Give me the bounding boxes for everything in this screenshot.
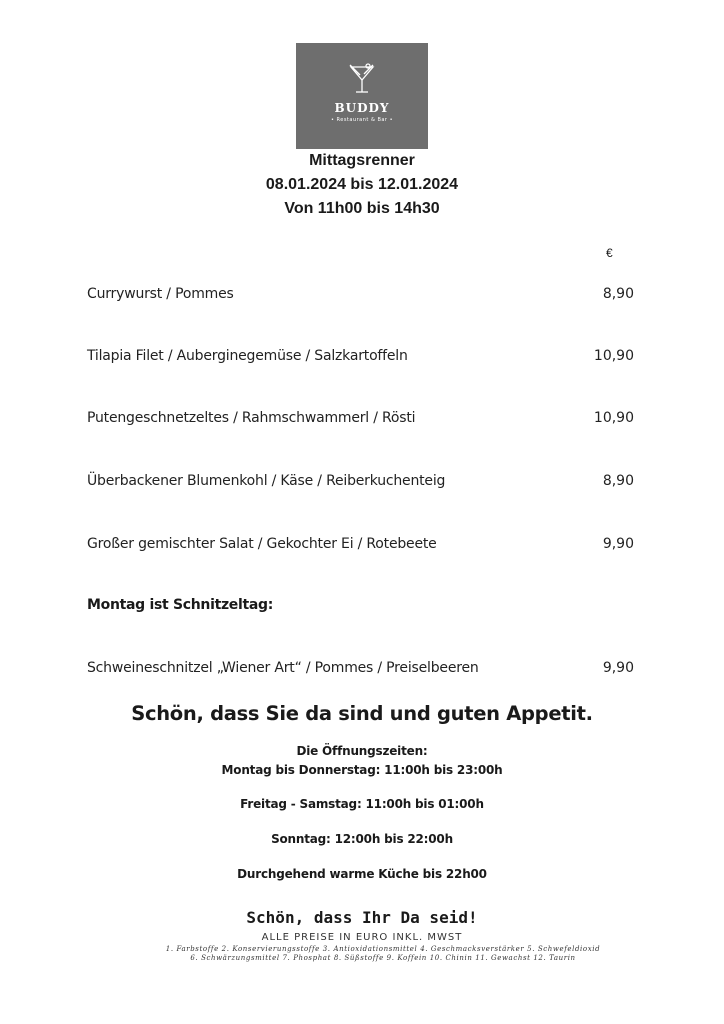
additives-line: 6. Schwärzungsmittel 7. Phosphat 8. Süßstoffe 9. Koffein 10. Chinin 11. Gewachst 12. Taurin (190, 954, 576, 962)
menu-item-name: Currywurst / Pommes (87, 286, 234, 302)
time-range: Von 11h00 bis 14h30 (284, 200, 440, 217)
menu-item-name: Putengeschnetzeltes / Rahmschwammerl / Rösti (87, 410, 416, 426)
menu-item-price: 10,90 (593, 348, 634, 364)
restaurant-logo (296, 43, 428, 149)
hours-mon-thu: Montag bis Donnerstag: 11:00h bis 23:00h (221, 763, 503, 777)
tagline: Schön, dass Sie da sind und guten Appetit. (131, 702, 593, 725)
additives-list (160, 945, 606, 963)
date-range: 08.01.2024 bis 12.01.2024 (265, 176, 459, 193)
schnitzel-item-name: Schweineschnitzel „Wiener Art“ / Pommes / Preiselbeeren (87, 660, 479, 676)
closing-message: Schön, dass Ihr Da seid! (246, 908, 478, 927)
menu-item-price: 9,90 (602, 536, 634, 552)
menu-item-price: 8,90 (602, 286, 634, 302)
logo-subtitle: • Restaurant & Bar • (330, 117, 394, 123)
hours-sun: Sonntag: 12:00h bis 22:00h (271, 832, 453, 846)
cocktail-glass-cutlery-icon (346, 63, 378, 97)
menu-item-price: 8,90 (602, 473, 634, 489)
opening-hours-title: Die Öffnungszeiten: (296, 744, 428, 758)
schnitzel-day-heading: Montag ist Schnitzeltag: (87, 597, 274, 613)
menu-item-name: Tilapia Filet / Auberginegemüse / Salzkartoffeln (87, 348, 408, 364)
kitchen-hours: Durchgehend warme Küche bis 22h00 (237, 867, 487, 881)
menu-item-price: 10,90 (593, 410, 634, 426)
menu-item-name: Großer gemischter Salat / Gekochter Ei / Rotebeete (87, 536, 437, 552)
currency-label: € (606, 246, 613, 260)
hours-fri-sat: Freitag - Samstag: 11:00h bis 01:00h (240, 797, 484, 811)
menu-title: Mittagsrenner (309, 152, 415, 169)
menu-item-name: Überbackener Blumenkohl / Käse / Reiberkuchenteig (87, 473, 446, 489)
additives-line: 1. Farbstoffe 2. Konservierungsstoffe 3. Antioxidationsmittel 4. Geschmacksverstärker 5. Schwefeldioxid (165, 945, 601, 953)
schnitzel-item-price: 9,90 (602, 660, 634, 676)
vat-note: ALLE PREISE IN EURO INKL. MWST (261, 932, 463, 943)
logo-name: BUDDY (334, 101, 390, 115)
